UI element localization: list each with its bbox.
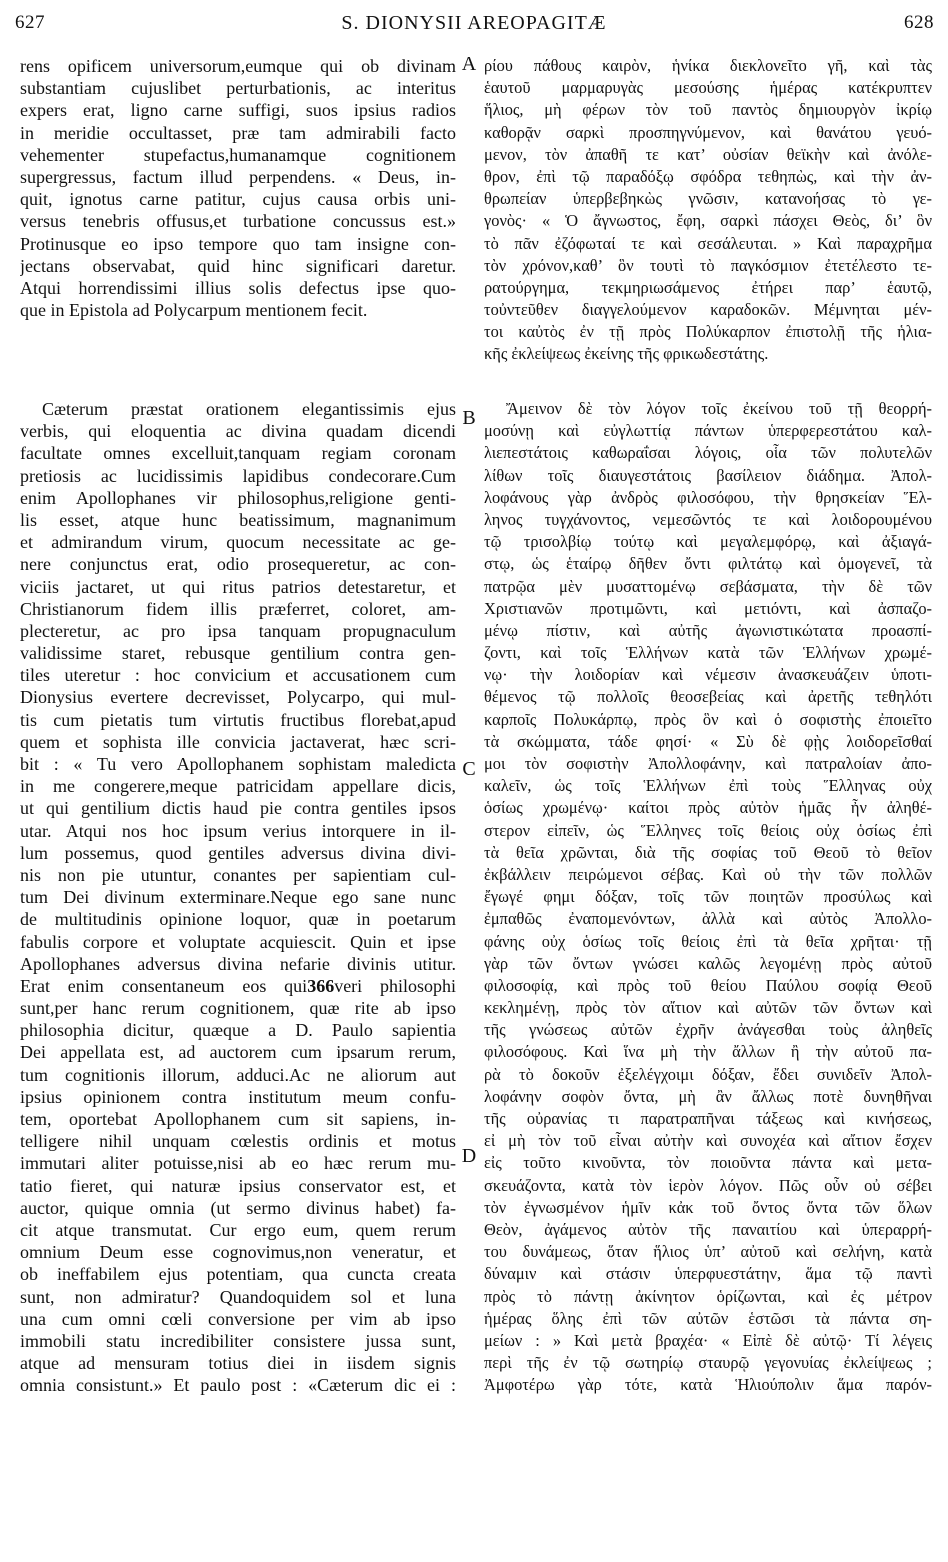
text-line: cit atque transmutat. Cur ergo eum, quem rerum [20, 1219, 456, 1240]
text-line: στερον εἰπεῖν, ὡς Ἕλληνες τοῖς θείοις οὐχ ὁσίως ἐπὶ [484, 820, 932, 840]
text-line: ληνος τυγχάνοντος, νεμεσῶντός τε καὶ λοιδορουμένου [484, 509, 932, 529]
text-line: τοι καὐτὸς ἐν τῇ πρὸς Πολύκαρπον ἐπιστολῇ τῆς ἡλια- [484, 322, 932, 342]
greek-paragraph [484, 398, 932, 1396]
latin-paragraph [20, 398, 456, 1396]
text-line: τὸν ἐγνωσμένον ἡμῖν κἀκ τοῦ ὄντος ὄντα τῶν ὅλων [484, 1197, 932, 1217]
text-line: τὸν χρόνον,καθ’ ὃν τουτὶ τὸ παγκόσμιον ἐτετέλεστο τε- [484, 255, 932, 275]
text-line: vehementer stupefactus,humanamque cognitionem [20, 144, 456, 165]
section-marker: C [462, 758, 476, 780]
text-line: supergressus, factum illud perpendens. « Deus, in- [20, 166, 456, 187]
text-line: Apollophanes adversus divina nefarie divinis utitur. [20, 953, 456, 974]
text-line [20, 975, 456, 997]
text-line: rens opificem universorum,eumque qui ob divinam [20, 56, 456, 76]
text-line: tum Dei divinum exterminare.Neque ego sane nunc [20, 887, 456, 908]
text-line: γὰρ τῶν ὄντων γνώσει καλῶς λεγομένῃ πρὸς αὐτοῦ [484, 953, 932, 973]
text-line: θρωπείαν ὑπερβεβηκὼς γνῶσιν, κατανοήσας τὸ γε- [484, 189, 932, 209]
text-line: τοὐντεῦθεν διαγγελούμενον καραδοκῶν. Μέμνηται μέν- [484, 300, 932, 320]
text-line: εἰ μὴ τὸν τοῦ εἶναι αὐτὴν καὶ συνοχέα καὶ αἴτιον ἔσχεν [484, 1131, 932, 1151]
text-line: enim Apollophanes vir philosophus,religione genti- [20, 487, 456, 508]
text-line: Cæterum præstat orationem elegantissimis ejus [42, 399, 456, 419]
text-line: ζοντι, καὶ τοῖς Ἑλλήνων κατὰ τῶν Ἑλλήνων χρωμέ- [484, 643, 932, 663]
text-line: tum cognitionis illorum, adduci.Ac ne aliorum aut [20, 1064, 456, 1085]
text-line: pretiosis ac lucidissimis lapidibus condecorare.Cum [20, 465, 456, 486]
text-line: ἐμπαθῶς ἐναπομενόντων, ἀλλὰ καὶ αὐτὸς Ἀπολλο- [484, 909, 932, 929]
text-line: omnia consistunt.» Et paulo post : «Cæterum dic ei : [20, 1375, 456, 1396]
text-line: Dionysius evertere decrevisset, Polycarpo, qui mul- [20, 687, 456, 708]
text-line: versus tenebris offusus,et turbatione concussus est.» [20, 211, 456, 232]
text-line: sunt, non admiratur? Quandoquidem sol et luna [20, 1286, 456, 1307]
text-line: atque ad mensuram totius diei in iisdem signis [20, 1353, 456, 1374]
text-line: verbis, qui eloquentia ac divina quadam dicendi [20, 421, 456, 442]
text-line: Christianorum fidem illis præferret, coloret, am- [20, 598, 456, 619]
page-number-right: 628 [904, 12, 934, 33]
text-line: tis cum pietatis tum virtutis fructibus florebat,apud [20, 709, 456, 730]
text-line: una cum omni cœli conversione per vim ab ipso [20, 1308, 456, 1329]
text-line: ρὰ τὸ δοκοῦν ἐξελέγχοιμι δόξαν, ἔδει συνιδεῖν Ἀπολ- [484, 1064, 932, 1084]
text-line: Χριστιανῶν προτιμῶντι, καὶ μετιόντι, καὶ ἀσπαζο- [484, 598, 932, 618]
text-line: facultate omnes excelluit,tanquam regiam coronam [20, 443, 456, 464]
text-line: ἐκβάλλειν πειρώμενοι σέβας. Καὶ οὐ τὴν τῶν πολλῶν [484, 864, 932, 884]
text-line: ἡμέρας ὅλης ἐπὶ τῶν αὐτῶν ἑστῶσι τὰ πάντα ση- [484, 1308, 932, 1328]
text-line: omnium Deum esse cognovimus,non veneratur, et [20, 1242, 456, 1263]
text-line: μοι τὸν σοφιστὴν Ἀπολλοφάνην, καὶ πατραλοίαν ἀπο- [484, 754, 932, 773]
text-line: et admirandum virum, quocum necessitate ac ge- [20, 532, 456, 553]
section-marker: A [461, 53, 477, 75]
running-title: S. DIONYSII AREOPAGITÆ [341, 12, 607, 34]
greek-paragraph [484, 55, 932, 366]
text-line: ἥλιος, μὴ φέρων τὸν τοῦ παντὸς δημιουργὸν ἰκρίῳ [484, 100, 932, 120]
text-line: ἑαυτοῦ μαρμαρυγὰς μεσούσης ἡμέρας κατέκρυπτεν [484, 78, 932, 98]
text-line: viciis jactaret, ut qui ritus patrios detestaretur, et [20, 576, 456, 597]
text-line: utar. Atqui nos hoc ipsum verius intorquere in il- [20, 820, 456, 841]
text-line: δύναμιν καὶ στάσιν ὑπερφυεστάτην, ἅμα τῷ παντὶ [484, 1264, 932, 1284]
text-line: ρατούργημα, τεκμηριωσάμενος ἐτήρει παρ’ ἑαυτῷ, [484, 277, 932, 297]
section-marker: B [462, 407, 476, 429]
text-line: φιλοσοφίᾳ, καὶ πρὸς τοῦ θείου Παύλου σοφίᾳ Θεοῦ [484, 975, 932, 995]
text-line: τῆς οὐρανίας τι παρατραπῆναι τάξεως καὶ κινήσεως, [484, 1109, 932, 1128]
text-line: fabulis corpore et voluptate acquiescit. Quin et ipse [20, 931, 456, 952]
page-number-left: 627 [15, 12, 45, 33]
text-line: sunt,per hanc rerum cognitionem, quæ rite ab ipso [20, 998, 456, 1019]
text-line: ρίου πάθους καιρὸν, ἡνίκα διεκλονεῖτο γῆ, καὶ τὰς [484, 56, 932, 75]
text-line: ut qui gentilium dictis haud pie contra gentiles ipsos [20, 798, 456, 819]
text-line: tatio fieret, qui naturæ ipsius conservator est, et [20, 1175, 456, 1196]
text-line: que in Epistola ad Polycarpum mentionem fecit. [20, 300, 368, 321]
text-line: φάνης οὐχ ὁσίως τοῖς θείοις ἐπὶ τὰ θεῖα χρῆται· τῇ [484, 931, 932, 951]
text-line: καθορᾷν σαρκὶ προσπηγνύμενον, καὶ θανάτου γευό- [484, 122, 932, 142]
text-line: καρποῖς Πολυκάρπῳ, πρὸς ὃν καὶ ὁ σοφιστὴς ἐποιεῖτο [484, 709, 932, 729]
text-line: μένῳ πίστιν, καὶ αὐτῆς ἀγωνιστικώτατα προασπί- [484, 620, 932, 640]
section-marker: D [461, 1145, 477, 1167]
text-fragment: Erat enim consentaneum eos qui [20, 975, 308, 996]
text-line: μείων : » Καὶ μετὰ βραχέα· « Εἰπὲ δὲ αὐτῷ· Τί λέγεις [484, 1330, 932, 1350]
text-line: tiles uteretur : hoc convicium et accusationem cum [20, 665, 456, 686]
text-line: τῷ τρισολβίῳ τούτῳ καὶ μεγαλεμφόρῳ, καὶ ἀξιαγά- [484, 532, 932, 552]
text-line: θρον, ἐπὶ τῷ παραδόξῳ σφόδρα τεθηπὼς, καὶ τὴν ἀν- [484, 166, 932, 186]
text-line: περὶ τῆς ἐν τῷ σωτηρίῳ σταυρῷ γεγονυίας ἐκλείψεως ; [484, 1353, 932, 1373]
text-line: φιλοσόφους. Καὶ ἵνα μὴ τὴν ἄλλων ἢ τὴν αὐτοῦ πα- [484, 1042, 932, 1062]
text-line: ob ineffabilem ejus potentiam, qua cuncta creata [20, 1264, 456, 1285]
text-line: Θεὸν, ἀγάμενος αὐτὸν τῆς παναιτίου καὶ ὑπεραρρή- [484, 1219, 932, 1239]
text-line: του δυνάμεως, ὅταν ἥλιος ὑπ’ αὐτοῦ καὶ σελήνη, κατὰ [484, 1242, 932, 1262]
text-line: lum possemus, quod gentiles adversus divina divi- [20, 842, 456, 863]
text-line: Ἄμεινον δὲ τὸν λόγον τοῖς ἐκείνου τοῦ τῇ θεορρή- [506, 399, 932, 418]
text-line: tem, oportebat Apollophanem cum sit sapiens, in- [20, 1109, 456, 1129]
text-line: τὰ σκώμματα, τάδε φησί· « Σὺ δὲ φῂς λοιδορεῖσθαί [484, 731, 932, 751]
column-number: 366 [307, 975, 335, 996]
text-line: ὁσίως χρωμένῳ· καίτοι πρὸς αὐτὸν ἡμᾶς ἦν ἀληθέ- [484, 798, 932, 818]
text-line: πρὸς τὸ πάντῃ ἀκίνητον ὁρίζωνται, καὶ ἐς μέτρον [484, 1286, 932, 1306]
text-line: τῆς γνώσεως αὐτῶν ἐχρῆν ἀνάγεσθαι τοὺς ἀληθεῖς [484, 1020, 932, 1040]
text-line: γονὸς· « Ὁ ἄγνωστος, ἔφη, σαρκὶ πάσχει Θεὸς, δι’ ὃν [484, 211, 932, 231]
text-line: validissime staret, rebusque gentilium contra gen- [20, 643, 456, 664]
text-line: telligere nihil unquam cœlestis ordinis et motus [20, 1131, 456, 1152]
text-line: ipsius opinionem contra institutum meum confu- [20, 1086, 456, 1107]
text-line: Protinusque eo ipso tempore quo tam insigne con- [20, 233, 456, 254]
text-line: λοφάνους γὰρ ἀνδρὸς φιλοσόφου, τὴν θρησκείαν Ἕλ- [484, 487, 932, 507]
latin-paragraph [20, 55, 456, 321]
text-line: lis esset, atque hunc beatissimum, magnanimum [20, 509, 456, 530]
text-line: philosophia dicitur, quæque a D. Paulo sapientia [20, 1020, 456, 1041]
text-line: εἰς τοῦτο κινοῦντα, τὸν ποιοῦντα πάντα καὶ μετα- [484, 1153, 932, 1173]
text-line: θέμενος τῷ πολλοῖς θεοσεβείας καὶ ἀρετῆς τεθηλότι [484, 687, 932, 707]
text-line: de multitudinis opinione loquor, quæ in poetarum [20, 909, 456, 930]
text-line: auctor, quique omnia (ut sermo divinus habet) fa- [20, 1197, 456, 1218]
text-line: κῆς ἐκλείψεως ἐκείνης τῆς φρικωδεστάτης. [484, 344, 769, 364]
text-line: expers erat, ligno carne suffigi, suos ipsius radios [20, 100, 456, 121]
page-header [0, 12, 948, 38]
text-fragment: veri philosophi [334, 975, 456, 996]
text-line: quit, ignotus carne patitur, cujus causa orbis uni- [20, 189, 456, 210]
text-line: jectans observabat, quid hinc significari daretur. [20, 255, 456, 276]
text-line: νῳ· τὴν λοιδορίαν καὶ νέμεσιν ἀνασκευάζειν ὑποτι- [484, 665, 932, 685]
text-line: τὰ θεῖα χρῶνται, διὰ τῆς σοφίας τοῦ Θεοῦ τὸ θεῖον [484, 842, 932, 862]
text-line: μενον, τὸν ἀπαθῆ τε κατ’ οὐσίαν θεϊκὴν καὶ ἀνόλε- [484, 144, 932, 164]
text-line: καλεῖν, ὡς τοῖς Ἑλλήνων ἐπὶ τοὺς Ἕλληνας οὐχ [484, 776, 932, 796]
text-line: immobili statu incredibiliter consistere jussa sunt, [20, 1330, 456, 1351]
text-line: Dei appellata est, ad auctorem cum ipsarum rerum, [20, 1042, 456, 1063]
text-line: immutari aliter potuisse,nisi ab eo hæc rerum mu- [20, 1153, 456, 1174]
text-line: nere conjunctus erat, odio prosequeretur, ac con- [20, 554, 456, 575]
text-line: in meridie occultasset, præ tam admirabili facto [20, 122, 456, 143]
text-line: substantiam cujuslibet perturbationis, ac interitus [20, 78, 456, 99]
text-line: σκευάζοντα, κατὰ τὸν ἱερὸν λόγον. Πῶς οὖν οὐ σέβει [484, 1175, 932, 1195]
text-line: μοσύνῃ καὶ εὐγλωττίᾳ πάντων ὑπερφερεστάτου καλ- [484, 421, 932, 441]
text-line: στῳ, ὡς ἑταίρῳ δῆθεν ὄντι φιλτάτῳ καὶ ὁμογενεῖ, τὰ [484, 554, 932, 574]
text-line: λίθων τοῖς διαυγεστάτοις βασίλειον διάδημα. Ἀπολ- [484, 465, 932, 485]
text-line: in me congerere,meque patricidam appellare dicis, [20, 776, 456, 797]
text-line: Atqui horrendissimi illius solis defectus ipse quo- [20, 277, 456, 298]
text-line: τὸ πᾶν ἐζόφωταί τε καὶ σεσάλευται. » Καὶ παραχρῆμα [484, 233, 932, 253]
text-line: κεκλημένῃ, πρὸς τὸν αἴτιον καὶ αὐτῶν τῶν ὄντων καὶ [484, 998, 932, 1018]
text-line: πατρῷα μὲν μυσαττομένῳ σεβάσματα, τὴν δὲ τῶν [484, 576, 932, 596]
text-line: λιεπεστάτοις καθωραΐσαι λόγοις, οἷα τῶν πολυτελῶν [484, 443, 932, 463]
text-line: Ἀμφοτέρω γὰρ τότε, κατὰ Ἡλιούπολιν ἅμα παρόν- [484, 1375, 932, 1395]
text-line: plecteretur, ac pro ipsa tanquam propugnaculum [20, 620, 456, 641]
text-line: bit : « Tu vero Apollophanem sophistam maledicta [20, 754, 456, 774]
text-line: λοφάνην σοφὸν ὄντα, μὴ ἂν ἄλλως ποτὲ δυνηθῆναι [484, 1086, 932, 1106]
text-line: quem et sophista ille convicia jactaverat, hæc scri- [20, 731, 456, 752]
text-line: ἔγωγέ φημι δόξαν, τοῖς τῶν ποιητῶν προσύλως καὶ [484, 887, 932, 907]
text-line: nis non pie utuntur, conantes per sapientiam cul- [20, 864, 456, 885]
